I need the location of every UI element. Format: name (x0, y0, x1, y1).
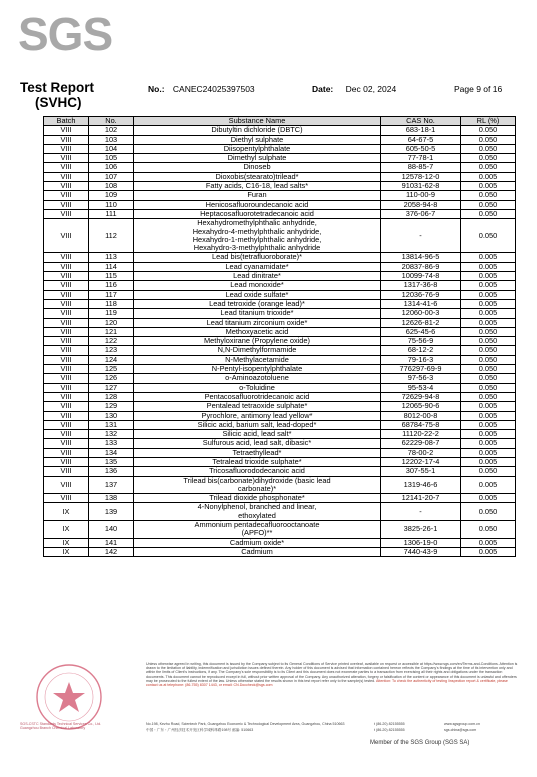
cell-cas-number: 78-00-2 (381, 448, 461, 457)
address-cn: 中国・广东・广州经济技术开发区科学城科珠路198号 邮编: 510663 (146, 727, 254, 732)
cell-rl: 0.050 (461, 163, 516, 172)
cell-cas-number: 10099-74-8 (381, 272, 461, 281)
table-row (44, 163, 516, 172)
cell-no: 138 (89, 494, 134, 503)
cell-batch: VIII (44, 420, 89, 429)
table-row (44, 219, 516, 253)
cell-rl: 0.005 (461, 290, 516, 299)
tel-cn: t (86-20) 82155555 (374, 727, 405, 732)
cell-no: 123 (89, 346, 134, 355)
table-row (44, 318, 516, 327)
cell-no: 142 (89, 547, 134, 556)
cell-substance-name: Lead dinitrate* (134, 272, 381, 281)
cell-rl: 0.005 (461, 538, 516, 547)
table-row (44, 448, 516, 457)
report-number (148, 84, 255, 94)
table-row (44, 253, 516, 262)
cell-cas-number: 68-12-2 (381, 346, 461, 355)
cell-no: 120 (89, 318, 134, 327)
table-row (44, 135, 516, 144)
cell-cas-number: 79-16-3 (381, 355, 461, 364)
table-row (44, 272, 516, 281)
cell-rl: 0.005 (461, 272, 516, 281)
cell-rl: 0.050 (461, 144, 516, 153)
table-row (44, 547, 516, 556)
cell-substance-name: Dibutyltin dichloride (DBTC) (134, 126, 381, 135)
cell-no: 132 (89, 430, 134, 439)
cell-rl: 0.050 (461, 219, 516, 253)
cell-batch: VIII (44, 172, 89, 181)
cell-cas-number: 376-06-7 (381, 209, 461, 218)
cell-no: 125 (89, 365, 134, 374)
cell-cas-number: 68784-75-8 (381, 420, 461, 429)
stamp-caption (20, 722, 145, 731)
report-date (312, 84, 396, 94)
table-row (44, 430, 516, 439)
cell-rl: 0.005 (461, 476, 516, 494)
cell-substance-name: N-Pentyl-isopentylphthalate (134, 365, 381, 374)
cell-batch: VIII (44, 144, 89, 153)
table-row (44, 392, 516, 401)
cell-no: 135 (89, 457, 134, 466)
cell-cas-number: 72629-94-8 (381, 392, 461, 401)
report-title-line1: Test Report (20, 80, 95, 95)
cell-batch: VIII (44, 467, 89, 476)
table-row (44, 327, 516, 336)
cell-no: 141 (89, 538, 134, 547)
report-date-value: Dec 02, 2024 (345, 84, 397, 94)
cell-cas-number: 1317-36-8 (381, 281, 461, 290)
cell-no: 127 (89, 383, 134, 392)
cell-no: 128 (89, 392, 134, 401)
cell-batch: VIII (44, 337, 89, 346)
table-row (44, 144, 516, 153)
cell-rl: 0.005 (461, 253, 516, 262)
cell-substance-name: Tetraethyllead* (134, 448, 381, 457)
table-row (44, 355, 516, 364)
cell-substance-name: Trilead bis(carbonate)dihydroxide (basic lead carbonate)* (134, 476, 381, 494)
cell-cas-number: 605-50-5 (381, 144, 461, 153)
cell-cas-number: 64-67-5 (381, 135, 461, 144)
cell-cas-number: 88-85-7 (381, 163, 461, 172)
cell-batch: VIII (44, 182, 89, 191)
cell-substance-name: Lead bis(tetrafluoroborate)* (134, 253, 381, 262)
cell-batch: VIII (44, 135, 89, 144)
cell-rl: 0.005 (461, 457, 516, 466)
table-row (44, 126, 516, 135)
table-row (44, 200, 516, 209)
cell-rl: 0.050 (461, 346, 516, 355)
report-title-line2: (SVHC) (35, 95, 82, 110)
cell-substance-name: Dinoseb (134, 163, 381, 172)
table-row (44, 439, 516, 448)
cell-batch: IX (44, 521, 89, 539)
cell-batch: VIII (44, 309, 89, 318)
cell-substance-name: o-Aminoazotoluene (134, 374, 381, 383)
cell-substance-name: Cadmium oxide* (134, 538, 381, 547)
cell-cas-number: 97-56-3 (381, 374, 461, 383)
cell-batch: VIII (44, 392, 89, 401)
cell-no: 105 (89, 154, 134, 163)
cell-rl: 0.050 (461, 467, 516, 476)
column-header-rl: RL (%) (461, 117, 516, 126)
cell-substance-name: Hexahydromethylphthalic anhydride, Hexahydro-4-methylphthalic anhydride, Hexahydro-1-methylphthalic anhydride, Hexahydro-3-methylphthalic anhydride (134, 219, 381, 253)
cell-substance-name: Lead titanium zirconium oxide* (134, 318, 381, 327)
table-row (44, 154, 516, 163)
cell-no: 131 (89, 420, 134, 429)
stamp-line1: SGS-CSTC Standards Technical Services Co., Ltd. (20, 722, 102, 726)
report-title (20, 80, 94, 110)
cell-substance-name: Tricosafluorododecanoic acid (134, 467, 381, 476)
cell-rl: 0.005 (461, 547, 516, 556)
table-row (44, 337, 516, 346)
cell-batch: VIII (44, 163, 89, 172)
cell-rl: 0.050 (461, 374, 516, 383)
column-header-batch: Batch (44, 117, 89, 126)
table-row (44, 538, 516, 547)
substance-table (43, 116, 516, 557)
cell-substance-name: N,N-Dimethylformamide (134, 346, 381, 355)
table-row (44, 476, 516, 494)
cell-no: 136 (89, 467, 134, 476)
cell-batch: VIII (44, 448, 89, 457)
cell-cas-number: 307-55-1 (381, 467, 461, 476)
cell-rl: 0.005 (461, 420, 516, 429)
cell-cas-number: - (381, 219, 461, 253)
table-row (44, 402, 516, 411)
cell-batch: VIII (44, 374, 89, 383)
cell-no: 107 (89, 172, 134, 181)
cell-substance-name: Diisopentylphthalate (134, 144, 381, 153)
cell-no: 104 (89, 144, 134, 153)
cell-batch: VIII (44, 327, 89, 336)
table-row (44, 209, 516, 218)
cell-cas-number: 12065-90-6 (381, 402, 461, 411)
cell-substance-name: Fatty acids, C16-18, lead salts* (134, 182, 381, 191)
cell-batch: VIII (44, 476, 89, 494)
cell-substance-name: Methyloxirane (Propylene oxide) (134, 337, 381, 346)
cell-rl: 0.005 (461, 299, 516, 308)
table-row (44, 467, 516, 476)
cell-rl: 0.005 (461, 430, 516, 439)
legal-disclaimer (146, 662, 518, 687)
cell-cas-number: 1306-19-0 (381, 538, 461, 547)
cell-rl: 0.050 (461, 503, 516, 521)
cell-substance-name: Tetralead trioxide sulphate* (134, 457, 381, 466)
cell-rl: 0.005 (461, 448, 516, 457)
cell-batch: VIII (44, 411, 89, 420)
cell-rl: 0.005 (461, 172, 516, 181)
table-row (44, 420, 516, 429)
cell-cas-number: 62229-08-7 (381, 439, 461, 448)
cell-substance-name: Lead titanium trioxide* (134, 309, 381, 318)
cell-rl: 0.050 (461, 200, 516, 209)
cell-rl: 0.005 (461, 402, 516, 411)
cell-substance-name: Lead monoxide* (134, 281, 381, 290)
cell-rl: 0.050 (461, 521, 516, 539)
table-row (44, 281, 516, 290)
cell-no: 103 (89, 135, 134, 144)
cell-batch: VIII (44, 383, 89, 392)
cell-rl: 0.005 (461, 439, 516, 448)
cell-cas-number: 1314-41-6 (381, 299, 461, 308)
table-row (44, 191, 516, 200)
disclaimer-text: Unless otherwise agreed in writing, this document is issued by the Company subject to its General Conditions of Service printed overleaf, available on request or accessible at https://www.sgs.com/en/Terms-and-Conditions. Attention is drawn to the limitation of liability, indemnification and jurisdiction issues defined therein. Any holder of this document is advised that information contained hereon reflects the Company's findings at the time of its intervention only and within the limits of Client's instructions, if any. The Company's sole responsibility is to its Client and this document does not exonerate parties to a transaction from exercising all their rights and obligations under the transaction documents. This document cannot be reproduced except in full, without prior written approval of the Company. Any unauthorized alteration, forgery or falsification of the content or appearance of this document is unlawful and offenders may be prosecuted to the fullest extent of the law. Unless otherwise stated the results shown in this test report refer only to the sample(s) tested. (146, 662, 518, 683)
column-header-no: No. (89, 117, 134, 126)
cell-batch: VIII (44, 402, 89, 411)
cell-substance-name: o-Toluidine (134, 383, 381, 392)
table-row (44, 411, 516, 420)
cell-batch: VIII (44, 272, 89, 281)
cell-rl: 0.050 (461, 337, 516, 346)
table-row (44, 457, 516, 466)
cell-rl: 0.005 (461, 411, 516, 420)
cell-cas-number: 12578-12-0 (381, 172, 461, 181)
cell-substance-name: Silicic acid, lead salt* (134, 430, 381, 439)
table-row (44, 503, 516, 521)
cell-batch: VIII (44, 318, 89, 327)
cell-cas-number: 12036-76-9 (381, 290, 461, 299)
cell-substance-name: Henicosafluoroundecanoic acid (134, 200, 381, 209)
website-link[interactable]: www.sgsgroup.com.cn (444, 722, 480, 726)
cell-rl: 0.050 (461, 126, 516, 135)
cell-batch: VIII (44, 430, 89, 439)
cell-batch: VIII (44, 281, 89, 290)
cell-batch: IX (44, 547, 89, 556)
table-row (44, 374, 516, 383)
cell-rl: 0.050 (461, 355, 516, 364)
cell-batch: VIII (44, 191, 89, 200)
address-row-cn (146, 728, 518, 734)
cell-batch: VIII (44, 253, 89, 262)
cell-rl: 0.050 (461, 209, 516, 218)
cell-substance-name: Diethyl sulphate (134, 135, 381, 144)
cell-no: 108 (89, 182, 134, 191)
cell-cas-number: 12060-00-3 (381, 309, 461, 318)
cell-cas-number: 7440-43-9 (381, 547, 461, 556)
cell-rl: 0.005 (461, 318, 516, 327)
cell-substance-name: Furan (134, 191, 381, 200)
cell-no: 139 (89, 503, 134, 521)
cell-rl: 0.050 (461, 392, 516, 401)
doccheck-email[interactable]: or email: CN.Doccheck@sgs.com (218, 683, 273, 688)
cell-batch: VIII (44, 290, 89, 299)
cell-rl: 0.050 (461, 327, 516, 336)
cell-batch: VIII (44, 209, 89, 218)
cell-substance-name: Pentacosafluorotridecanoic acid (134, 392, 381, 401)
cell-cas-number: 8012-00-8 (381, 411, 461, 420)
cell-cas-number: 13814-96-5 (381, 253, 461, 262)
cell-substance-name: Pentalead tetraoxide sulphate* (134, 402, 381, 411)
cell-rl: 0.005 (461, 182, 516, 191)
column-header-substance: Substance Name (134, 117, 381, 126)
cell-substance-name: Methoxyacetic acid (134, 327, 381, 336)
cell-substance-name: Pyrochlore, antimony lead yellow* (134, 411, 381, 420)
table-row (44, 521, 516, 539)
cell-no: 115 (89, 272, 134, 281)
cell-batch: VIII (44, 457, 89, 466)
cell-cas-number: 776297-69-9 (381, 365, 461, 374)
cell-no: 124 (89, 355, 134, 364)
column-header-cas: CAS No. (381, 117, 461, 126)
cell-batch: VIII (44, 494, 89, 503)
table-row (44, 299, 516, 308)
cell-substance-name: Lead tetroxide (orange lead)* (134, 299, 381, 308)
cell-cas-number: 3825-26-1 (381, 521, 461, 539)
cell-no: 116 (89, 281, 134, 290)
cell-no: 117 (89, 290, 134, 299)
cell-rl: 0.050 (461, 191, 516, 200)
address-block (146, 722, 518, 733)
cell-cas-number: 75-56-9 (381, 337, 461, 346)
cell-no: 133 (89, 439, 134, 448)
cell-no: 112 (89, 219, 134, 253)
cell-substance-name: Heptacosafluorotetradecanoic acid (134, 209, 381, 218)
cell-batch: IX (44, 503, 89, 521)
table-header-row (44, 117, 516, 126)
cell-substance-name: Ammonium pentadecafluorooctanoate (APFO)** (134, 521, 381, 539)
cell-cas-number: - (381, 503, 461, 521)
cell-batch: VIII (44, 262, 89, 271)
cell-cas-number: 95-53-4 (381, 383, 461, 392)
cell-substance-name: Cadmium (134, 547, 381, 556)
sgs-membership: Member of the SGS Group (SGS SA) (370, 740, 470, 746)
cell-no: 129 (89, 402, 134, 411)
address-en: No.198, Kezhu Road, Scientech Park, Guangzhou Economic & Technological Development Area, Guangzhou, China 510663 (146, 722, 345, 726)
cell-rl: 0.005 (461, 494, 516, 503)
stamp-line2: Guangzhou Branch Chemical Laboratory (20, 726, 86, 731)
cell-no: 102 (89, 126, 134, 135)
table-row (44, 365, 516, 374)
cell-substance-name: Dioxobis(stearato)trilead* (134, 172, 381, 181)
table-row (44, 346, 516, 355)
cell-no: 109 (89, 191, 134, 200)
page-indicator: Page 9 of 16 (454, 84, 503, 94)
cell-no: 113 (89, 253, 134, 262)
cell-substance-name: Lead oxide sulfate* (134, 290, 381, 299)
cell-cas-number: 91031-62-8 (381, 182, 461, 191)
cell-no: 114 (89, 262, 134, 271)
cell-cas-number: 1319-46-6 (381, 476, 461, 494)
cell-cas-number: 2058-94-8 (381, 200, 461, 209)
cell-batch: VIII (44, 365, 89, 374)
cell-no: 119 (89, 309, 134, 318)
cell-substance-name: Silicic acid, barium salt, lead-doped* (134, 420, 381, 429)
cell-no: 134 (89, 448, 134, 457)
svg-text:SGS: SGS (18, 10, 113, 56)
report-number-label: No.: (148, 84, 165, 94)
cell-cas-number: 77-78-1 (381, 154, 461, 163)
cell-batch: VIII (44, 346, 89, 355)
table-row (44, 494, 516, 503)
cell-cas-number: 12626-81-2 (381, 318, 461, 327)
cell-rl: 0.005 (461, 262, 516, 271)
cell-batch: VIII (44, 439, 89, 448)
cell-rl: 0.005 (461, 281, 516, 290)
cell-no: 122 (89, 337, 134, 346)
report-number-value: CANEC24025397503 (172, 84, 255, 94)
cell-batch: VIII (44, 126, 89, 135)
table-row (44, 182, 516, 191)
cell-cas-number: 11120-22-2 (381, 430, 461, 439)
cell-substance-name: Dimethyl sulphate (134, 154, 381, 163)
cell-no: 118 (89, 299, 134, 308)
table-row (44, 383, 516, 392)
cell-cas-number: 20837-86-9 (381, 262, 461, 271)
cell-batch: IX (44, 538, 89, 547)
cell-substance-name: Trilead dioxide phosphonate* (134, 494, 381, 503)
cell-batch: VIII (44, 355, 89, 364)
cell-rl: 0.050 (461, 135, 516, 144)
table-row (44, 290, 516, 299)
cell-no: 126 (89, 374, 134, 383)
cell-no: 121 (89, 327, 134, 336)
table-row (44, 172, 516, 181)
cell-batch: VIII (44, 200, 89, 209)
cell-no: 130 (89, 411, 134, 420)
cell-rl: 0.050 (461, 154, 516, 163)
cell-cas-number: 110-00-9 (381, 191, 461, 200)
email-link[interactable]: sgs.china@sgs.com (444, 727, 477, 732)
cell-substance-name: Lead cyanamidate* (134, 262, 381, 271)
cell-substance-name: 4-Nonylphenol, branched and linear, ethoxylated (134, 503, 381, 521)
cell-batch: VIII (44, 219, 89, 253)
sgs-logo (18, 10, 116, 56)
tel-en: t (86-20) 82155555 (374, 722, 405, 726)
cell-no: 106 (89, 163, 134, 172)
cell-batch: VIII (44, 299, 89, 308)
cell-cas-number: 12141-20-7 (381, 494, 461, 503)
cell-no: 111 (89, 209, 134, 218)
cell-no: 137 (89, 476, 134, 494)
cell-no: 110 (89, 200, 134, 209)
cell-cas-number: 683-18-1 (381, 126, 461, 135)
cell-substance-name: Sulfurous acid, lead salt, dibasic* (134, 439, 381, 448)
cell-cas-number: 625-45-6 (381, 327, 461, 336)
cell-cas-number: 12202-17-4 (381, 457, 461, 466)
cell-rl: 0.050 (461, 383, 516, 392)
table-row (44, 262, 516, 271)
cell-substance-name: N-Methylacetamide (134, 355, 381, 364)
cell-batch: VIII (44, 154, 89, 163)
cell-no: 140 (89, 521, 134, 539)
report-date-label: Date: (312, 84, 334, 94)
cell-rl: 0.005 (461, 309, 516, 318)
attention-text: Attention: To check the authenticity of testing /inspection report & certificate, please contact us at telephone: (86-755) 8307 1443, (146, 678, 508, 688)
table-row (44, 309, 516, 318)
cell-rl: 0.050 (461, 365, 516, 374)
